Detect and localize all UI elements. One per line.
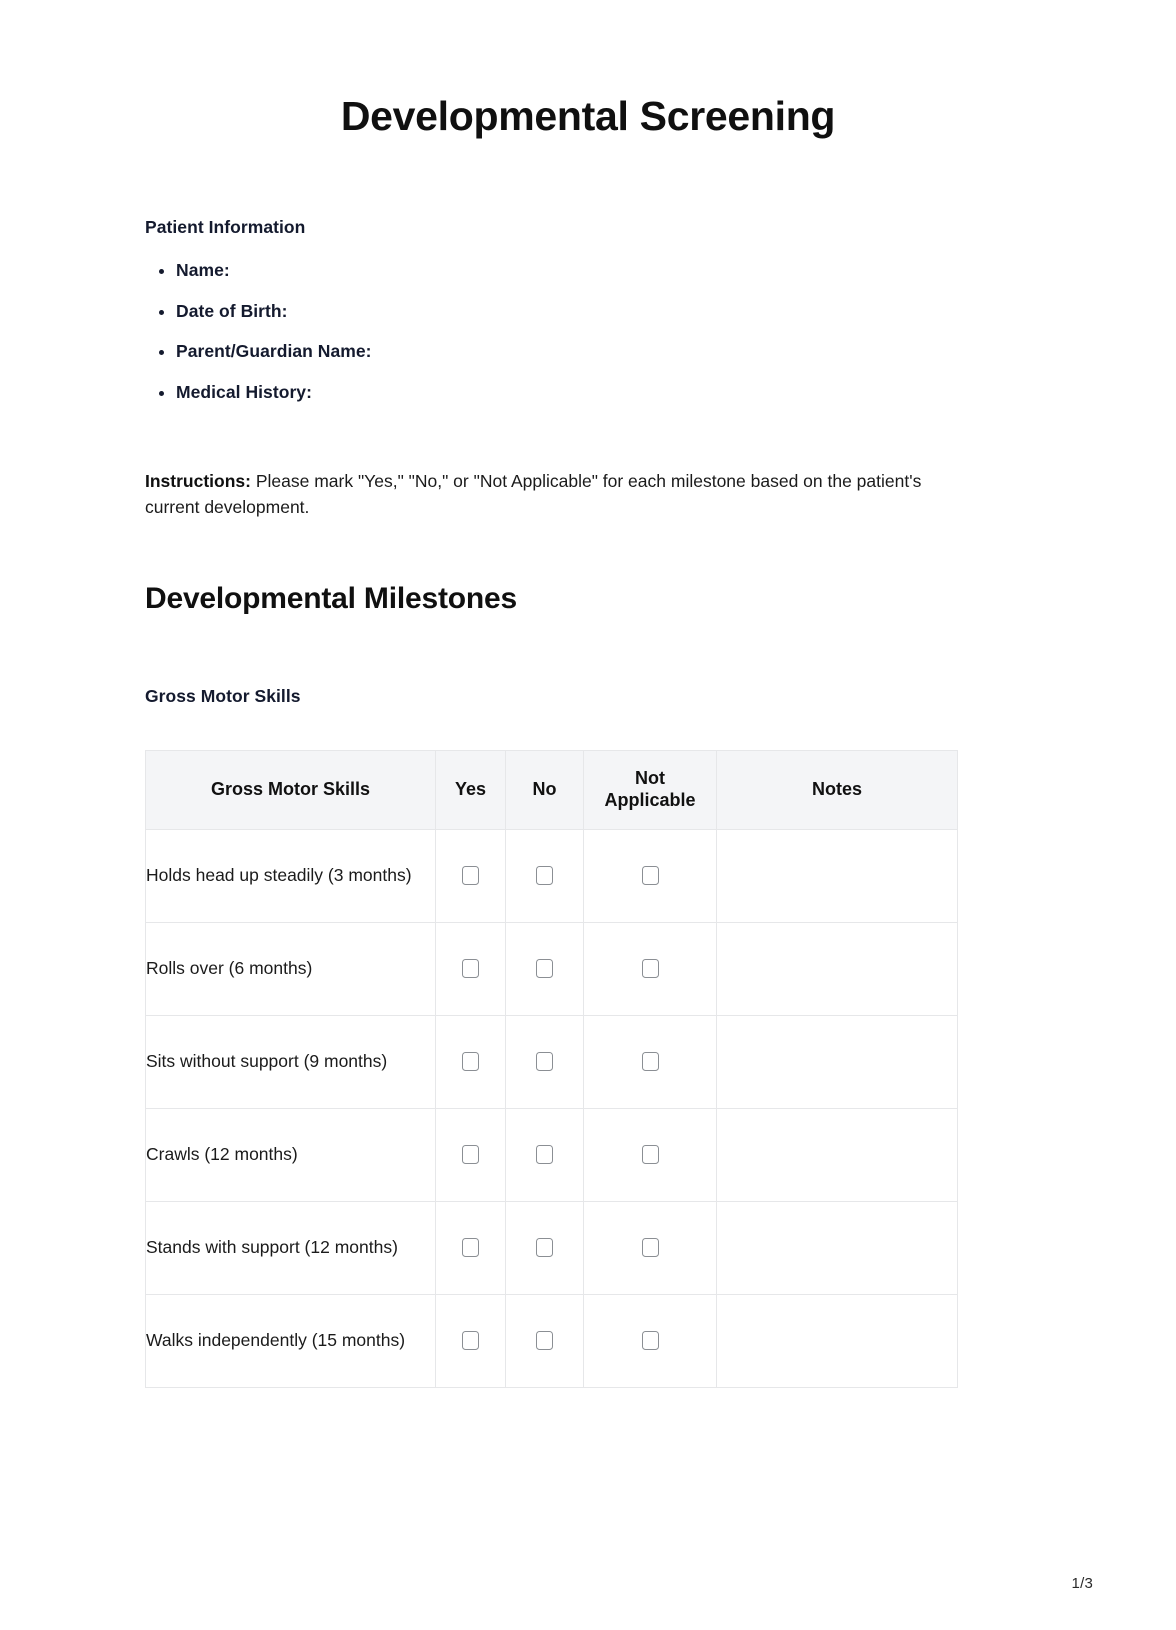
yes-checkbox-cell[interactable] <box>436 1201 506 1294</box>
table-header-row <box>146 750 958 829</box>
not-applicable-checkbox-cell[interactable] <box>584 829 717 922</box>
milestone-label: Walks independently (15 months) <box>146 1294 436 1387</box>
checkbox-icon[interactable] <box>462 1145 479 1164</box>
checkbox-icon[interactable] <box>642 1052 659 1071</box>
milestone-label: Holds head up steadily (3 months) <box>146 829 436 922</box>
checkbox-icon[interactable] <box>462 1331 479 1350</box>
checkbox-icon[interactable] <box>462 959 479 978</box>
checkbox-icon[interactable] <box>536 1331 553 1350</box>
notes-cell[interactable] <box>717 1294 958 1387</box>
no-checkbox-cell[interactable] <box>506 922 584 1015</box>
patient-information-list <box>145 238 1031 403</box>
checkbox-icon[interactable] <box>536 1052 553 1071</box>
checkbox-icon[interactable] <box>536 959 553 978</box>
column-header-not-applicable: Not Applicable <box>584 750 717 829</box>
no-checkbox-cell[interactable] <box>506 1201 584 1294</box>
checkbox-icon[interactable] <box>642 866 659 885</box>
checkbox-icon[interactable] <box>642 1331 659 1350</box>
milestone-label: Crawls (12 months) <box>146 1108 436 1201</box>
patient-field-label: Date of Birth: <box>176 300 288 321</box>
checkbox-icon[interactable] <box>642 959 659 978</box>
table-row <box>146 1108 958 1201</box>
page-title: Developmental Screening <box>340 93 836 139</box>
column-header-yes: Yes <box>436 750 506 829</box>
milestone-label: Sits without support (9 months) <box>146 1015 436 1108</box>
notes-cell[interactable] <box>717 1015 958 1108</box>
not-applicable-checkbox-cell[interactable] <box>584 1201 717 1294</box>
checkbox-icon[interactable] <box>462 1238 479 1257</box>
no-checkbox-cell[interactable] <box>506 829 584 922</box>
checkbox-icon[interactable] <box>642 1145 659 1164</box>
checkbox-icon[interactable] <box>462 1052 479 1071</box>
table-header <box>146 750 958 829</box>
notes-cell[interactable] <box>717 1108 958 1201</box>
patient-field-label: Medical History: <box>176 381 312 402</box>
instructions-paragraph <box>145 422 960 520</box>
developmental-milestones-heading: Developmental Milestones <box>145 581 517 615</box>
yes-checkbox-cell[interactable] <box>436 922 506 1015</box>
table-body <box>146 829 958 1387</box>
not-applicable-checkbox-cell[interactable] <box>584 1015 717 1108</box>
not-applicable-checkbox-cell[interactable] <box>584 1108 717 1201</box>
instructions-label: Instructions: <box>145 471 251 492</box>
patient-information-heading: Patient Information <box>145 217 306 238</box>
table-row <box>146 922 958 1015</box>
table-row <box>146 1294 958 1387</box>
list-item <box>145 301 1031 322</box>
column-header-no: No <box>506 750 584 829</box>
no-checkbox-cell[interactable] <box>506 1015 584 1108</box>
page-number: 1/3 <box>1071 1575 1093 1592</box>
no-checkbox-cell[interactable] <box>506 1108 584 1201</box>
list-item <box>145 260 1031 281</box>
checkbox-icon[interactable] <box>642 1238 659 1257</box>
yes-checkbox-cell[interactable] <box>436 1108 506 1201</box>
gross-motor-skills-table <box>145 750 958 1388</box>
yes-checkbox-cell[interactable] <box>436 1015 506 1108</box>
not-applicable-checkbox-cell[interactable] <box>584 1294 717 1387</box>
yes-checkbox-cell[interactable] <box>436 829 506 922</box>
checkbox-icon[interactable] <box>536 1238 553 1257</box>
checkbox-icon[interactable] <box>462 866 479 885</box>
column-header-skill: Gross Motor Skills <box>146 750 436 829</box>
yes-checkbox-cell[interactable] <box>436 1294 506 1387</box>
notes-cell[interactable] <box>717 1201 958 1294</box>
milestone-label: Stands with support (12 months) <box>146 1201 436 1294</box>
checkbox-icon[interactable] <box>536 1145 553 1164</box>
table-row <box>146 829 958 922</box>
list-item <box>145 382 1031 403</box>
list-item <box>145 341 1031 362</box>
instructions-text: Please mark "Yes," "No," or "Not Applicable" for each milestone based on the patient's current development. <box>145 471 922 517</box>
gross-motor-skills-subheading: Gross Motor Skills <box>145 685 301 706</box>
table-row <box>146 1201 958 1294</box>
milestone-label: Rolls over (6 months) <box>146 922 436 1015</box>
not-applicable-checkbox-cell[interactable] <box>584 922 717 1015</box>
no-checkbox-cell[interactable] <box>506 1294 584 1387</box>
table-row <box>146 1015 958 1108</box>
column-header-notes: Notes <box>717 750 958 829</box>
checkbox-icon[interactable] <box>536 866 553 885</box>
patient-field-label: Name: <box>176 260 230 281</box>
notes-cell[interactable] <box>717 829 958 922</box>
notes-cell[interactable] <box>717 922 958 1015</box>
patient-field-label: Parent/Guardian Name: <box>176 341 372 362</box>
